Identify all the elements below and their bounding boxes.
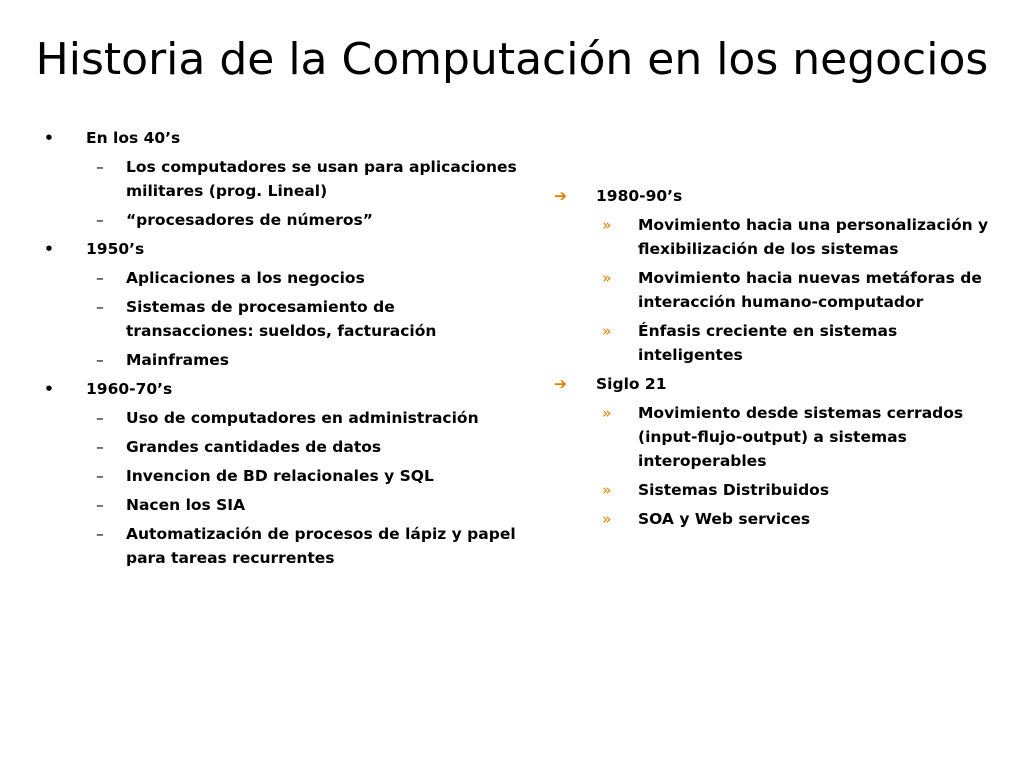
- list-item: [602, 478, 992, 502]
- list-item-text: Aplicaciones a los negocios: [126, 269, 365, 287]
- list-item: [96, 493, 520, 517]
- list-item-text: Nacen los SIA: [126, 496, 246, 514]
- list-item-text: Énfasis creciente en sistemas inteligentes: [638, 322, 898, 364]
- list-item-text: En los 40’s: [86, 129, 181, 147]
- list-item: [96, 435, 520, 459]
- dash-marker: –: [96, 438, 104, 456]
- dash-marker: –: [96, 496, 104, 514]
- list-item-text: Automatización de procesos de lápiz y papel para tareas recurrentes: [126, 525, 516, 567]
- list-item: [552, 372, 992, 396]
- list-item: [552, 184, 992, 208]
- list-item: [96, 406, 520, 430]
- list-item: [96, 348, 520, 372]
- double-chevron-icon: »: [602, 216, 612, 234]
- dash-marker: –: [96, 298, 104, 316]
- double-chevron-icon: »: [602, 481, 612, 499]
- arrow-icon: ➔: [554, 375, 567, 393]
- double-chevron-icon: »: [602, 269, 612, 287]
- list-item: [40, 377, 520, 401]
- arrow-icon: ➔: [554, 187, 567, 205]
- list-item-text: Uso de computadores en administración: [126, 409, 479, 427]
- list-item-text: Sistemas de procesamiento de transacciones: sueldos, facturación: [126, 298, 437, 340]
- dash-marker: –: [96, 211, 104, 229]
- list-item: [96, 522, 520, 570]
- list-item-text: “procesadores de números”: [126, 211, 373, 229]
- dash-marker: –: [96, 467, 104, 485]
- left-bullet-list: [40, 126, 520, 575]
- list-item: [96, 208, 520, 232]
- list-item: [96, 155, 520, 203]
- bullet-marker: •: [44, 240, 54, 258]
- dash-marker: –: [96, 525, 104, 543]
- double-chevron-icon: »: [602, 404, 612, 422]
- list-item-text: SOA y Web services: [638, 510, 811, 528]
- list-item-text: Grandes cantidades de datos: [126, 438, 382, 456]
- right-bullet-list: [552, 184, 992, 536]
- list-item-text: Movimiento hacia nuevas metáforas de interacción humano-computador: [638, 269, 982, 311]
- list-item: [96, 295, 520, 343]
- list-item-text: Invencion de BD relacionales y SQL: [126, 467, 434, 485]
- list-item-text: Siglo 21: [596, 375, 667, 393]
- list-item: [602, 507, 992, 531]
- list-item: [602, 266, 992, 314]
- list-item: [602, 213, 992, 261]
- list-item-text: Mainframes: [126, 351, 229, 369]
- bullet-marker: •: [44, 380, 54, 398]
- list-item-text: Movimiento desde sistemas cerrados (input-flujo-output) a sistemas interoperables: [638, 404, 964, 470]
- dash-marker: –: [96, 351, 104, 369]
- list-item: [96, 464, 520, 488]
- list-item-text: 1960-70’s: [86, 380, 173, 398]
- list-item: [96, 266, 520, 290]
- list-item: [40, 126, 520, 150]
- double-chevron-icon: »: [602, 322, 612, 340]
- list-item: [40, 237, 520, 261]
- list-item: [602, 401, 992, 473]
- list-item-text: 1980-90’s: [596, 187, 683, 205]
- list-item-text: Los computadores se usan para aplicaciones militares (prog. Lineal): [126, 158, 517, 200]
- dash-marker: –: [96, 158, 104, 176]
- list-item-text: 1950’s: [86, 240, 145, 258]
- dash-marker: –: [96, 269, 104, 287]
- double-chevron-icon: »: [602, 510, 612, 528]
- bullet-marker: •: [44, 129, 54, 147]
- slide-title: Historia de la Computación en los negocios: [35, 34, 989, 85]
- list-item: [602, 319, 992, 367]
- dash-marker: –: [96, 409, 104, 427]
- list-item-text: Sistemas Distribuidos: [638, 481, 830, 499]
- list-item-text: Movimiento hacia una personalización y flexibilización de los sistemas: [638, 216, 989, 258]
